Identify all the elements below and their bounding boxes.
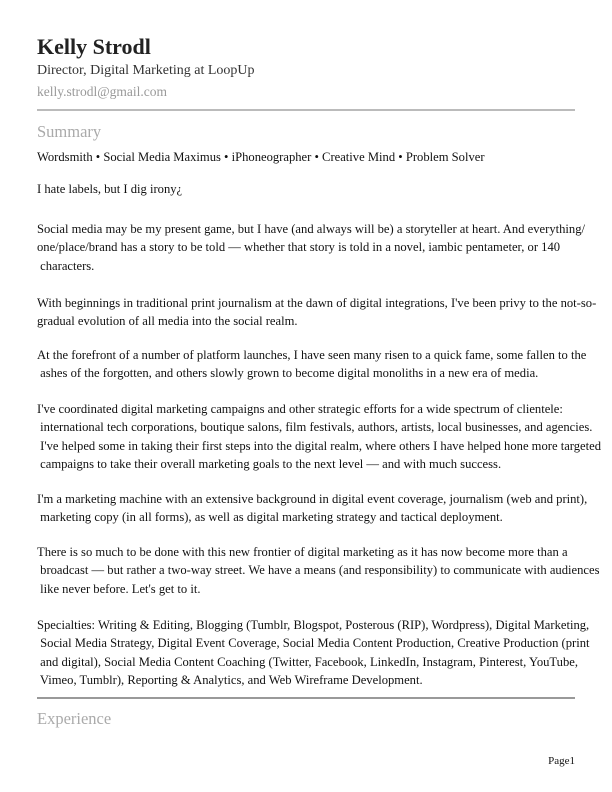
- text-line: campaigns to take their overall marketing goals to the next level — and with much success.: [37, 457, 502, 472]
- summary-paragraph: [37, 490, 597, 527]
- summary-paragraph: [37, 400, 602, 474]
- text-line: international tech corporations, boutique salons, film festivals, authors, artists, local businesses, and agencies.: [37, 420, 593, 435]
- summary-paragraph: [37, 180, 597, 198]
- text-line: I'm a marketing machine with an extensive background in digital event coverage, journalism (web and print),: [37, 492, 588, 506]
- specialties-paragraph: [37, 616, 597, 690]
- text-line: Specialties: Writing & Editing, Blogging (Tumblr, Blogspot, Posterous (RIP), Wordpress), Digital Marketing,: [37, 618, 590, 632]
- summary-paragraph: [37, 543, 600, 598]
- summary-paragraph: [37, 148, 597, 166]
- text-line: With beginnings in traditional print journalism at the dawn of digital integrations, I've been privy to the not-so-: [37, 296, 597, 310]
- text-line: gradual evolution of all media into the social realm.: [37, 314, 298, 329]
- section-divider: [37, 109, 575, 111]
- profile-email: kelly.strodl@gmail.com: [37, 84, 168, 99]
- text-line: like never before. Let's get to it.: [37, 581, 201, 596]
- text-line: Wordsmith • Social Media Maximus • iPhoneographer • Creative Mind • Problem Solver: [37, 150, 485, 164]
- profile-name: Kelly Strodl: [37, 34, 151, 59]
- text-line: Social media may be my present game, but I have (and always will be) a storyteller at heart. And everything/: [37, 222, 585, 236]
- summary-paragraph: [37, 220, 597, 275]
- page-number: Page1: [548, 755, 575, 767]
- summary-heading: Summary: [37, 122, 102, 141]
- text-line: characters.: [37, 258, 95, 273]
- text-line: I hate labels, but I dig irony¿: [37, 182, 183, 196]
- text-line: broadcast — but rather a two-way street. We have a means (and responsibility) to communicate with audiences: [37, 563, 600, 578]
- summary-paragraph: [37, 294, 597, 331]
- text-line: Social Media Strategy, Digital Event Coverage, Social Media Content Production, Creative Production (print: [37, 636, 590, 651]
- text-line: one/place/brand has a story to be told — whether that story is told in a novel, iambic pentameter, or 140: [37, 240, 561, 255]
- text-line: ashes of the forgotten, and others slowly grown to become digital monoliths in a new era of media.: [37, 366, 539, 381]
- experience-heading: Experience: [37, 709, 112, 728]
- text-line: I've helped some in taking their first steps into the digital realm, where others I have helped hone more targeted: [37, 438, 602, 453]
- text-line: There is so much to be done with this new frontier of digital marketing as it has now become more than a: [37, 545, 568, 559]
- text-line: marketing copy (in all forms), as well as digital marketing strategy and tactical deployment.: [37, 510, 503, 525]
- text-line: I've coordinated digital marketing campaigns and other strategic efforts for a wide spectrum of clientele:: [37, 402, 563, 416]
- section-divider: [37, 697, 575, 699]
- text-line: At the forefront of a number of platform launches, I have seen many risen to a quick fame, some fallen to the: [37, 348, 587, 362]
- profile-headline: Director, Digital Marketing at LoopUp: [37, 63, 255, 78]
- text-line: Vimeo, Tumblr), Reporting & Analytics, and Web Wireframe Development.: [37, 673, 423, 688]
- text-line: and digital), Social Media Content Coaching (Twitter, Facebook, LinkedIn, Instagram, Pinterest, YouTube,: [37, 654, 578, 669]
- summary-paragraph: [37, 346, 597, 383]
